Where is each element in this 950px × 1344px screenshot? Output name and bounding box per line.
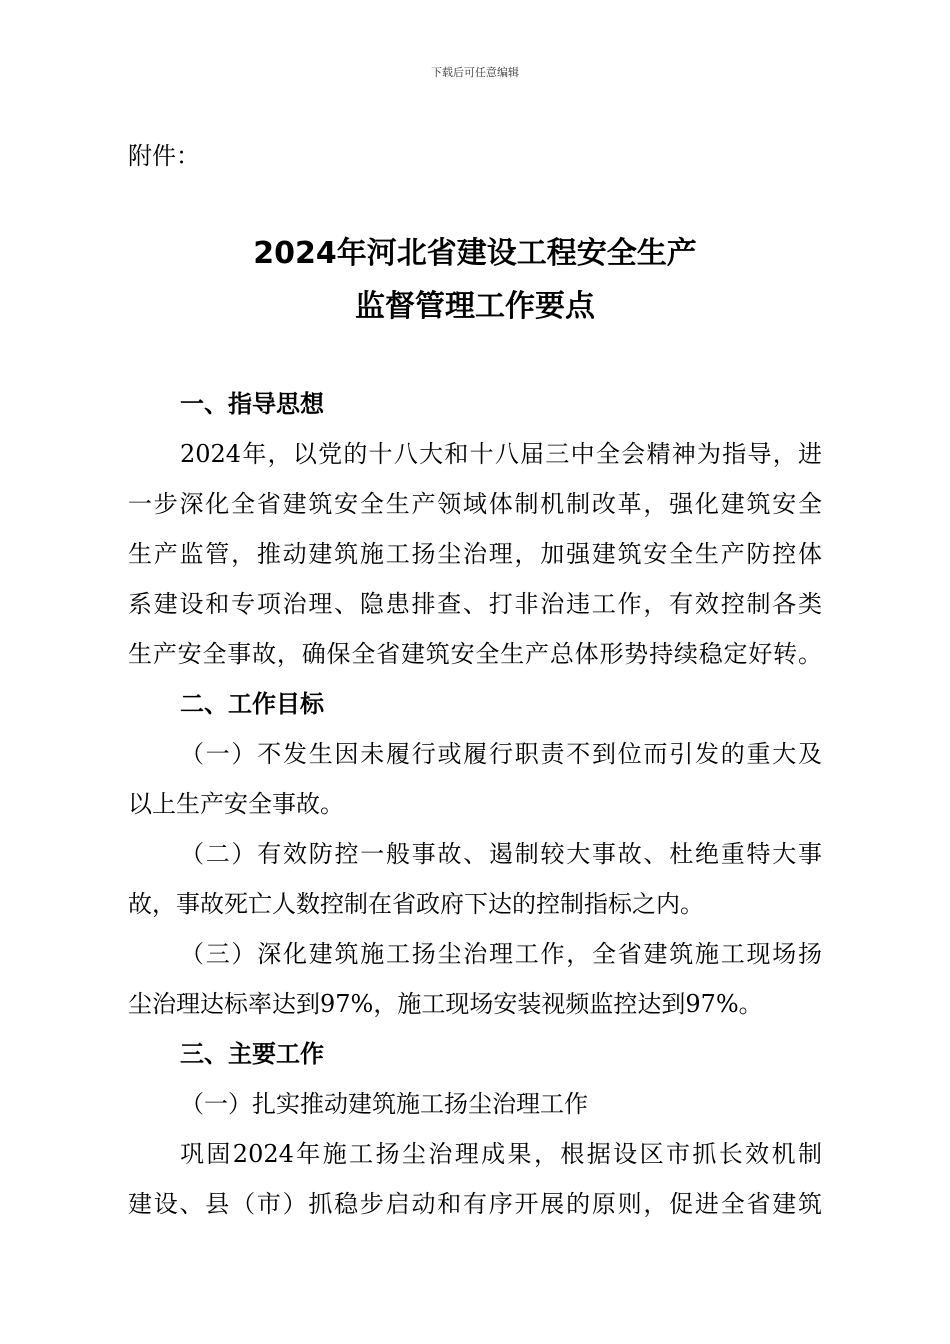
paragraph-line: 2024年，以党的十八大和十八届三中全会精神为指导，进 — [180, 440, 822, 468]
document-title-line-1: 2024年河北省建设工程安全生产 — [253, 236, 697, 271]
section-heading-guiding-thought: 一、指导思想 — [180, 390, 324, 418]
paragraph-line: 生产监管，推动建筑施工扬尘治理，加强建筑安全生产防控体 — [128, 540, 822, 568]
section-heading-main-work: 三、主要工作 — [180, 1040, 324, 1068]
paragraph-line: 建设、县（市）抓稳步启动和有序开展的原则，促进全省建筑 — [128, 1190, 822, 1218]
attachment-label: 附件： — [128, 142, 200, 170]
paragraph-line: 故，事故死亡人数控制在省政府下达的控制指标之内。 — [128, 890, 704, 918]
document-title-line-2: 监督管理工作要点 — [355, 289, 595, 324]
paragraph-line: 一步深化全省建筑安全生产领域体制机制改革，强化建筑安全 — [128, 490, 822, 518]
section-heading-work-goals: 二、工作目标 — [180, 690, 324, 718]
paragraph-line: 生产安全事故，确保全省建筑安全生产总体形势持续稳定好转。 — [128, 640, 822, 668]
subsection-heading: （一）扎实推动建筑施工扬尘治理工作 — [180, 1090, 588, 1118]
header-note: 下载后可任意编辑 — [431, 66, 519, 79]
paragraph-line: （一）不发生因未履行或履行职责不到位而引发的重大及 — [180, 740, 822, 768]
paragraph-line: （二）有效防控一般事故、遏制较大事故、杜绝重特大事 — [180, 840, 822, 868]
paragraph-line: 以上生产安全事故。 — [128, 790, 344, 818]
paragraph-line: 系建设和专项治理、隐患排查、打非治违工作，有效控制各类 — [128, 590, 822, 618]
paragraph-line: （三）深化建筑施工扬尘治理工作，全省建筑施工现场扬 — [180, 940, 822, 968]
paragraph-line: 尘治理达标率达到97%，施工现场安装视频监控达到97%。 — [128, 990, 763, 1018]
paragraph-line: 巩固2024年施工扬尘治理成果，根据设区市抓长效机制 — [180, 1140, 822, 1168]
